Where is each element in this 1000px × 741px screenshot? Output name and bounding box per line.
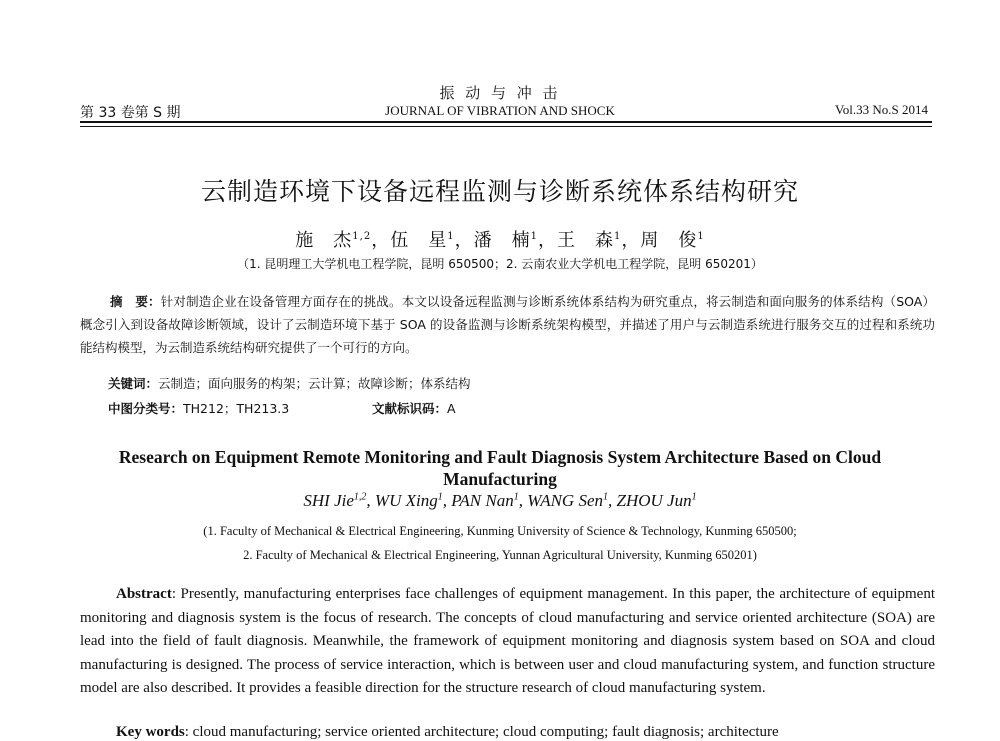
keywords-cn xyxy=(108,374,471,392)
author-affiliation-mark: 1 xyxy=(691,491,697,503)
clc-number xyxy=(108,399,289,417)
author-affiliation-mark: 1 xyxy=(513,491,519,503)
author-affiliation-mark: 1 xyxy=(613,231,622,242)
volume-cn: 第 33 卷第 S 期 xyxy=(80,105,181,121)
author-affiliation-mark: 1 xyxy=(437,491,443,503)
author-name: WANG Sen xyxy=(527,491,603,510)
author-separator: ， xyxy=(371,230,391,251)
journal-title-cn: 振 动 与 冲 击 xyxy=(439,84,561,102)
author-affiliation-mark: 1 xyxy=(603,491,608,503)
author-separator: , xyxy=(518,491,528,510)
author-name: 周 俊 xyxy=(640,230,698,251)
affiliation-en-1: (1. Faculty of Mechanical & Electrical Engineering, Kunming University of Science & Technology, Kunming 650500; xyxy=(203,524,797,538)
doc-code-label: 文献标识码： xyxy=(372,401,448,416)
volume-en: Vol.33 No.S 2014 xyxy=(835,102,928,117)
header-rule-thin xyxy=(80,126,932,127)
author-affiliation-mark: 1 xyxy=(530,231,538,242)
affiliation-en-2: 2. Faculty of Mechanical & Electrical Engineering, Yunnan Agricultural University, Kunming 650201) xyxy=(243,548,757,562)
author-separator: ， xyxy=(621,230,641,251)
keywords-label-cn: 关键词： xyxy=(108,376,159,391)
abstract-text-cn: 针对制造企业在设备管理方面存在的挑战。本文以设备远程监测与诊断系统体系结构为研究重点，将云制造和面向服务的体系结构（SOA）概念引入到设备故障诊断领域，设计了云制造环境下基于 SOA 的设备监测与诊断系统架构模型，并描述了用户与云制造系统进行服务交互的过程和系统功能结构模型，为云制造系统结构研究提供了一个可行的方向。 xyxy=(80,294,935,355)
author-separator: , xyxy=(442,491,452,510)
affiliations-cn: （1. 昆明理工大学机电工程学院，昆明 650500；2. 云南农业大学机电工程学院，昆明 650201） xyxy=(237,257,763,271)
abstract-cn xyxy=(80,290,935,359)
journal-title-en: JOURNAL OF VIBRATION AND SHOCK xyxy=(385,103,615,118)
authors-cn xyxy=(0,226,1000,252)
author-affiliation-mark: 1 xyxy=(447,231,455,242)
author-affiliation-mark: 1 xyxy=(697,231,705,242)
author-separator: , xyxy=(608,491,617,510)
author-affiliation-mark: 1,2 xyxy=(352,231,372,242)
author-name: 潘 楠 xyxy=(473,230,531,251)
abstract-en xyxy=(80,583,935,701)
keywords-text-en: : cloud manufacturing; service oriented architecture; cloud computing; fault diagnosis; architecture xyxy=(184,724,779,740)
author-name: WU Xing xyxy=(374,491,438,510)
abstract-text-en: : Presently, manufacturing enterprises face challenges of equipment management. In this paper, the architecture of equipment monitoring and diagnosis system is the focus of research. The concepts of cloud manufacturing and service oriented architecture (SOA) are lead into the field of fault diagnosis. Meanwhile, the framework of equipment monitoring and diagnosis system based on SOA and cloud manufacturing is designed. The process of service interaction, which is between user and cloud manufacturing system, and function structure model are also described. It provides a feasible direction for the structure research of cloud manufacturing system. xyxy=(80,586,935,696)
doc-code-text: A xyxy=(447,401,456,416)
author-separator: ， xyxy=(537,230,557,251)
author-separator: ， xyxy=(454,230,474,251)
clc-label: 中图分类号： xyxy=(108,401,184,416)
authors-en xyxy=(0,491,1000,511)
author-name: SHI Jie xyxy=(303,491,354,510)
keywords-en xyxy=(116,724,779,741)
author-name: 施 杰 xyxy=(295,230,353,251)
clc-text: TH212；TH213.3 xyxy=(183,401,290,416)
author-name: 王 森 xyxy=(556,230,614,251)
keywords-label-en: Key words xyxy=(116,724,185,740)
author-name: ZHOU Jun xyxy=(616,491,692,510)
author-name: 伍 星 xyxy=(390,230,448,251)
document-code xyxy=(372,399,456,417)
paper-title-en: Research on Equipment Remote Monitoring and Fault Diagnosis System Architecture Based on Cloud Manufacturing xyxy=(118,447,882,489)
abstract-label-cn: 摘 要： xyxy=(110,294,161,309)
author-separator: , xyxy=(366,491,375,510)
author-name: PAN Nan xyxy=(451,491,514,510)
author-affiliation-mark: 1,2 xyxy=(353,491,367,503)
header-rule-thick xyxy=(80,121,932,123)
keywords-text-cn: 云制造；面向服务的构架；云计算；故障诊断；体系结构 xyxy=(158,376,471,391)
paper-title-cn: 云制造环境下设备远程监测与诊断系统体系结构研究 xyxy=(200,177,799,206)
abstract-label-en: Abstract xyxy=(116,586,172,602)
